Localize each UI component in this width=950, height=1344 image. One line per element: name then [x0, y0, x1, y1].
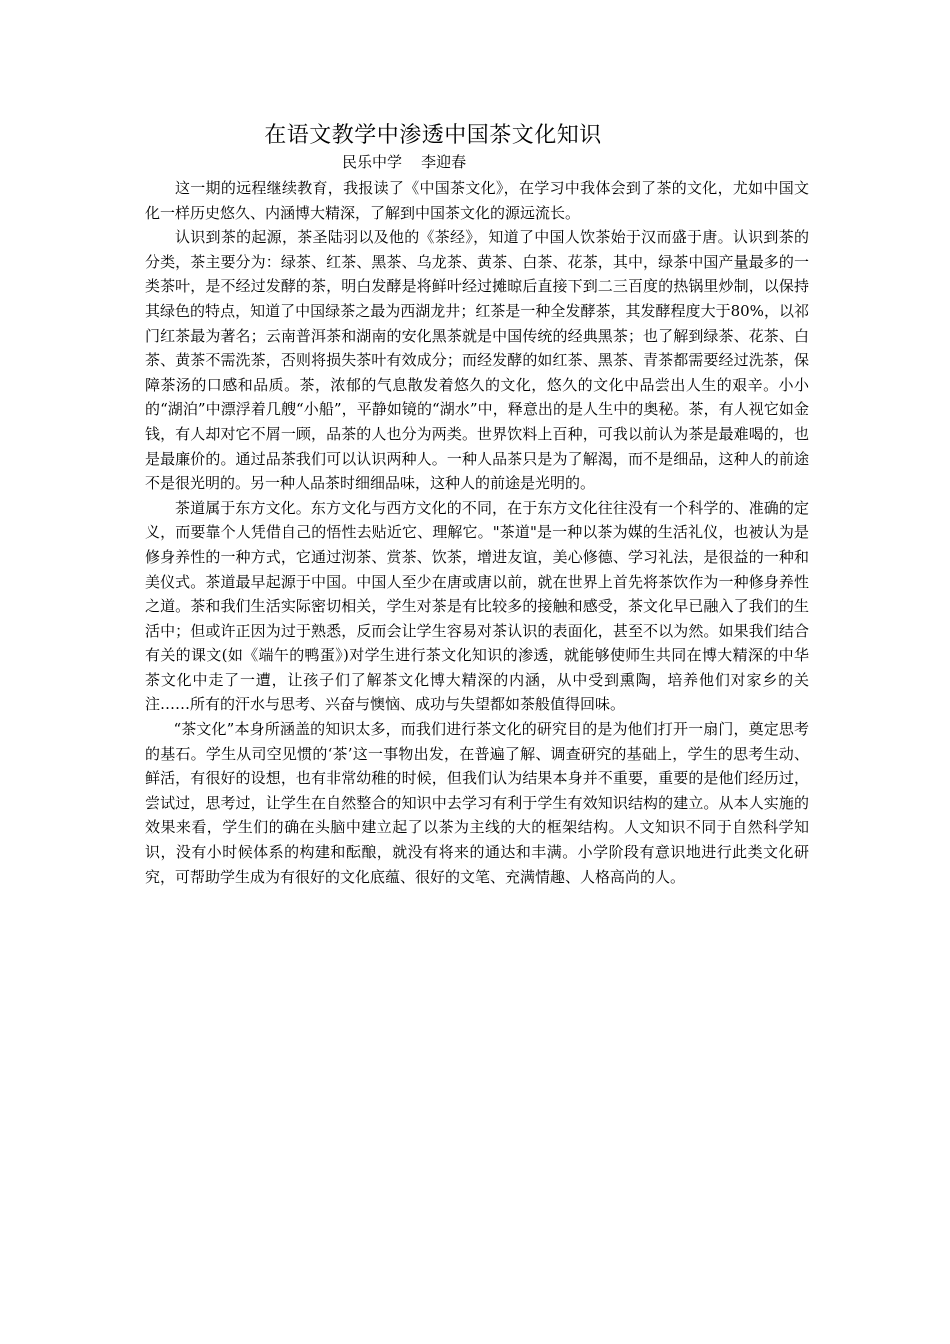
paragraph: 茶道属于东方文化。东方文化与西方文化的不同，在于东方文化往往没有一个科学的、准确的定义，而要靠个人凭借自己的悟性去贴近它、理解它。"茶道"是一种以茶为媒的生活礼仪，也被认为是修身养性的一种方式，它通过沏茶、赏茶、饮茶，增进友谊，美心修德、学习礼法，是很益的一种和美仪式。茶道最早起源于中国。中国人至少在唐或唐以前，就在世界上首先将茶饮作为一种修身养性之道。茶和我们生活实际密切相关，学生对茶是有比较多的接触和感受，茶文化早已融入了我们的生活中；但或许正因为过于熟悉，反而会让学生容易对茶认识的表面化，甚至不以为然。如果我们结合有关的课文(如《端午的鸭蛋》)对学生进行茶文化知识的渗透，就能够使师生共同在博大精深的中华茶文化中走了一遭，让孩子们了解茶文化博大精深的内涵，从中受到熏陶，培养他们对家乡的关注……所有的汗水与思考、兴奋与懊恼、成功与失望都如茶般值得回味。: [145, 498, 809, 714]
document-title: 在语文教学中渗透中国茶文化知识: [264, 123, 602, 148]
document-body: [145, 176, 809, 889]
paragraph: 认识到茶的起源，茶圣陆羽以及他的《茶经》，知道了中国人饮茶始于汉而盛于唐。认识到茶的分类，茶主要分为：绿茶、红茶、黑茶、乌龙茶、黄茶、白茶、花茶，其中，绿茶中国产量最多的一类茶叶，是不经过发酵的茶，明白发酵是将鲜叶经过摊晾后直接下到二三百度的热锅里炒制，以保持其绿色的特点，知道了中国绿茶之最为西湖龙井；红茶是一种全发酵茶，其发酵程度大于80%，以祁门红茶最为著名；云南普洱茶和湖南的安化黑茶就是中国传统的经典黑茶；也了解到绿茶、花茶、白茶、黄茶不需洗茶，否则将损失茶叶有效成分；而经发酵的如红茶、黑茶、青茶都需要经过洗茶，保障茶汤的口感和品质。茶，浓郁的气息散发着悠久的文化，悠久的文化中品尝出人生的艰辛。小小的“湖泊”中漂浮着几艘“小船”，平静如镜的“湖水”中，释意出的是人生中的奥秘。茶，有人视它如金钱，有人却对它不屑一顾，品茶的人也分为两类。世界饮料上百种，可我以前认为茶是最难喝的，也是最廉价的。通过品茶我们可以认识两种人。一种人品茶只是为了解渴，而不是细品，这种人的前途不是很光明的。另一种人品茶时细细品味，这种人的前途是光明的。: [145, 228, 809, 493]
paragraph: “茶文化”本身所涵盖的知识太多，而我们进行茶文化的研究目的是为他们打开一扇门，奠定思考的基石。学生从司空见惯的‘茶’这一事物出发，在普遍了解、调查研究的基础上，学生的思考生动、鲜活，有很好的设想，也有非常幼稚的时候，但我们认为结果本身并不重要，重要的是他们经历过，尝试过，思考过，让学生在自然整合的知识中去学习有利于学生有效知识结构的建立。从本人实施的效果来看，学生们的确在头脑中建立起了以茶为主线的大的框架结构。人文知识不同于自然科学知识，没有小时候体系的构建和酝酿，就没有将来的通达和丰满。小学阶段有意识地进行此类文化研究，可帮助学生成为有很好的文化底蕴、很好的文笔、充满情趣、人格高尚的人。: [145, 720, 809, 886]
paragraph: 这一期的远程继续教育，我报读了《中国茶文化》，在学习中我体会到了茶的文化，尤如中国文化一样历史悠久、内涵博大精深，了解到中国茶文化的源远流长。: [145, 179, 809, 222]
author-line: 民乐中学 李迎春: [342, 153, 467, 171]
